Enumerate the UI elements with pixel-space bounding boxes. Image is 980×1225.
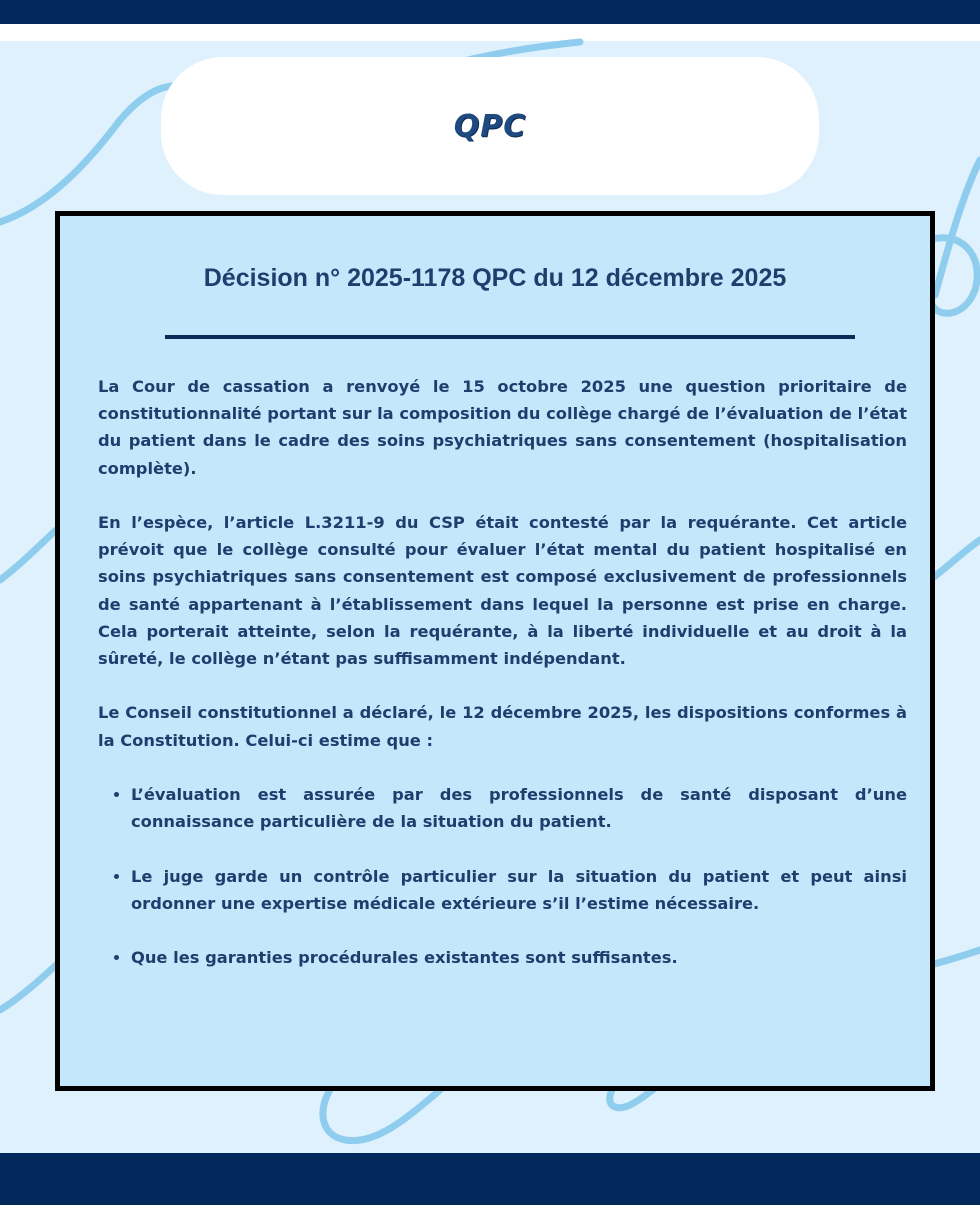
decision-body	[98, 373, 907, 999]
bottom-white-strip	[0, 1205, 980, 1225]
decision-card	[55, 211, 935, 1091]
page-title: QPC	[453, 108, 527, 144]
decision-heading: Décision n° 2025-1178 QPC du 12 décembre 2025	[203, 264, 787, 292]
swirl-left-mid	[0, 530, 56, 580]
list-item: • Le juge garde un contrôle particulier sur la situation du patient et peut ainsi ordonner une expertise médicale extérieure s’il l’estime nécessaire.	[131, 863, 907, 917]
heading-divider	[165, 335, 855, 339]
reasons-list	[98, 781, 907, 971]
swirl-right-low	[930, 950, 980, 965]
list-item: • Que les garanties procédurales existantes sont suffisantes.	[131, 944, 907, 971]
title-pill	[161, 57, 819, 195]
swirl-left-low	[0, 965, 56, 1010]
swirl-right-top	[935, 160, 980, 295]
swirl-right-mid	[930, 540, 980, 580]
list-item: • L’évaluation est assurée par des professionnels de santé disposant d’une connaissance particulière de la situation du patient.	[131, 781, 907, 835]
paragraph-referral: La Cour de cassation a renvoyé le 15 octobre 2025 une question prioritaire de constitutionnalité portant sur la composition du collège chargé de l’évaluation de l’état du patient dans le cadre des soins psychiatriques sans consentement (hospitalisation complète).	[98, 377, 907, 478]
swirl-bottom-loop	[323, 1090, 440, 1141]
paragraph-contested-article: En l’espèce, l’article L.3211-9 du CSP était contesté par la requérante. Cet article prévoit que le collège consulté pour évaluer l’état mental du patient hospitalisé en soins psychiatriques sans consentement est composé exclusivement de professionnels de santé appartenant à l’établissement dans lequel la personne est prise en charge. Cela porterait atteinte, selon la requérante, à la liberté individuelle et au droit à la sûreté, le collège n’étant pas suffisamment indépendant.	[98, 513, 907, 669]
paragraph-ruling: Le Conseil constitutionnel a déclaré, le 12 décembre 2025, les dispositions conformes à la Constitution. Celui-ci estime que :	[98, 703, 907, 750]
